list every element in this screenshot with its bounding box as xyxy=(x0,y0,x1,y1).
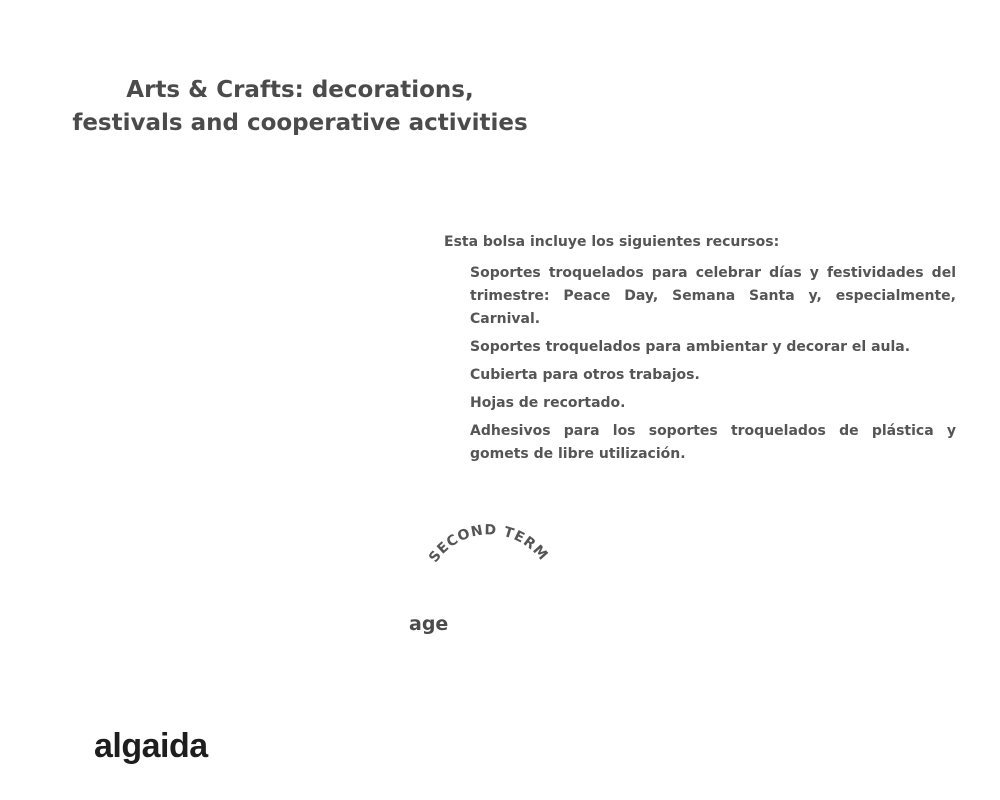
term-textpath: SECOND TERM xyxy=(426,522,552,566)
resources-list xyxy=(444,262,956,466)
term-arc-label xyxy=(410,522,560,598)
list-item: Hojas de recortado. xyxy=(470,395,626,411)
title-line-2: festivals and cooperative activities xyxy=(72,110,528,136)
age-label: age xyxy=(409,613,449,635)
list-item: Soportes troquelados para ambientar y decorar el aula. xyxy=(470,339,911,355)
algaida-logo: algaida xyxy=(94,727,208,765)
title-line-1: Arts & Crafts: decorations, xyxy=(126,77,474,103)
resources-intro: Esta bolsa incluye los siguientes recursos: xyxy=(444,234,780,250)
list-item: Adhesivos para los soportes troquelados de plástica y gomets de libre utilización. xyxy=(470,423,956,462)
list-item: Soportes troquelados para celebrar días y festividades del trimestre: Peace Day, Semana Santa y, especialmente, Carnival. xyxy=(470,265,956,327)
resources-section xyxy=(444,232,956,471)
term-text xyxy=(426,522,551,566)
list-item: Cubierta para otros trabajos. xyxy=(470,367,700,383)
page-title xyxy=(60,74,540,140)
